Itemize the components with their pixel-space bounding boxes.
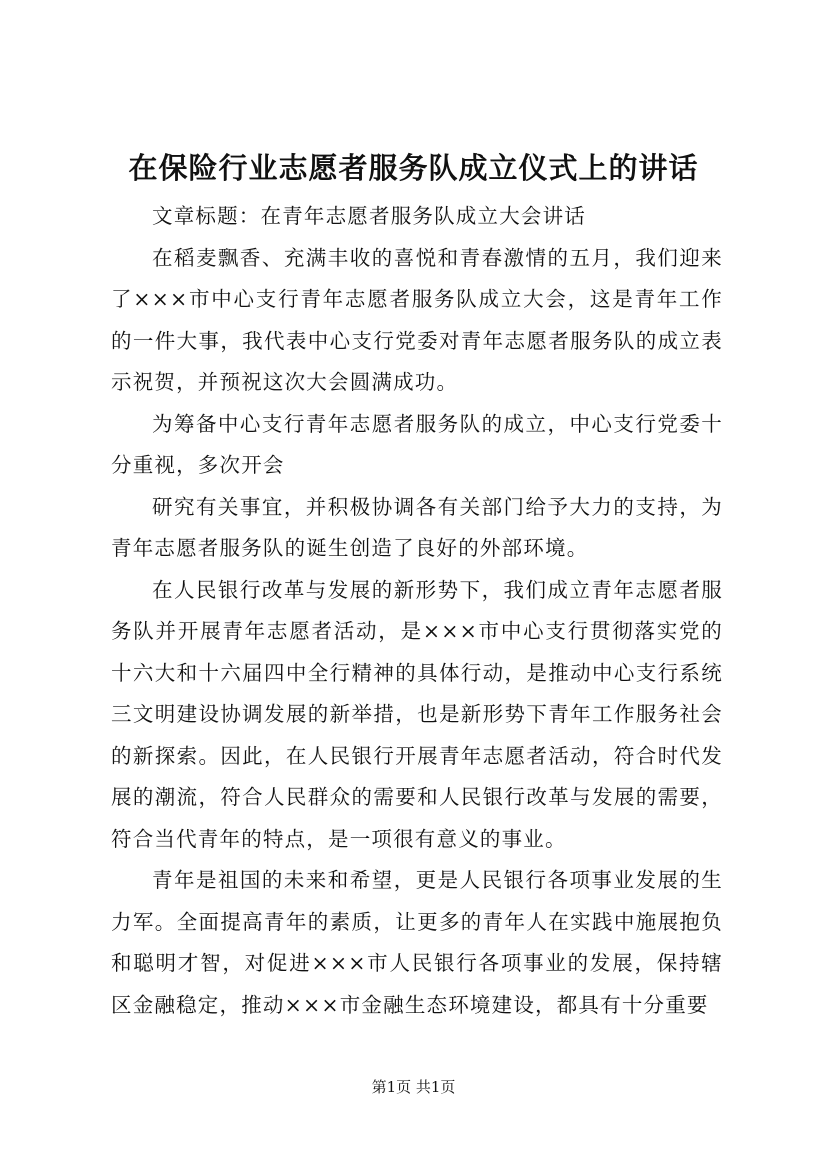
document-title: 在保险行业志愿者服务队成立仪式上的讲话 bbox=[128, 151, 699, 185]
body-paragraph: 青年是祖国的未来和希望，更是人民银行各项事业发展的生力军。全面提高青年的素质，让更多的青年人在实践中施展抱负和聪明才智，对促进×××市人民银行各项事业的发展，保持辖区金融稳定，推动×××市金融生态环境建设，都具有十分重要 bbox=[111, 868, 723, 1017]
body-paragraph: 为筹备中心支行青年志愿者服务队的成立，中心支行党委十分重视，多次开会 bbox=[111, 411, 723, 477]
document-body bbox=[111, 196, 723, 1026]
body-paragraph: 在稻麦飘香、充满丰收的喜悦和青春激情的五月，我们迎来了×××市中心支行青年志愿者服务队成立大会，这是青年工作的一件大事，我代表中心支行党委对青年志愿者服务队的成立表示祝贺，并预祝这次大会圆满成功。 bbox=[111, 245, 723, 394]
article-subtitle-paragraph: 文章标题：在青年志愿者服务队成立大会讲话 bbox=[152, 204, 586, 228]
body-paragraph: 研究有关事宜，并积极协调各有关部门给予大力的支持，为青年志愿者服务队的诞生创造了良好的外部环境。 bbox=[111, 494, 723, 560]
body-paragraph: 在人民银行改革与发展的新形势下，我们成立青年志愿者服务队并开展青年志愿者活动，是×××市中心支行贯彻落实党的十六大和十六届四中全行精神的具体行动，是推动中心支行系统三文明建设协调发展的新举措，也是新形势下青年工作服务社会的新探索。因此，在人民银行开展青年志愿者活动，符合时代发展的潮流，符合人民群众的需要和人民银行改革与发展的需要，符合当代青年的特点，是一项很有意义的事业。 bbox=[111, 577, 723, 851]
page-number-footer: 第1页 共1页 bbox=[371, 1078, 456, 1096]
